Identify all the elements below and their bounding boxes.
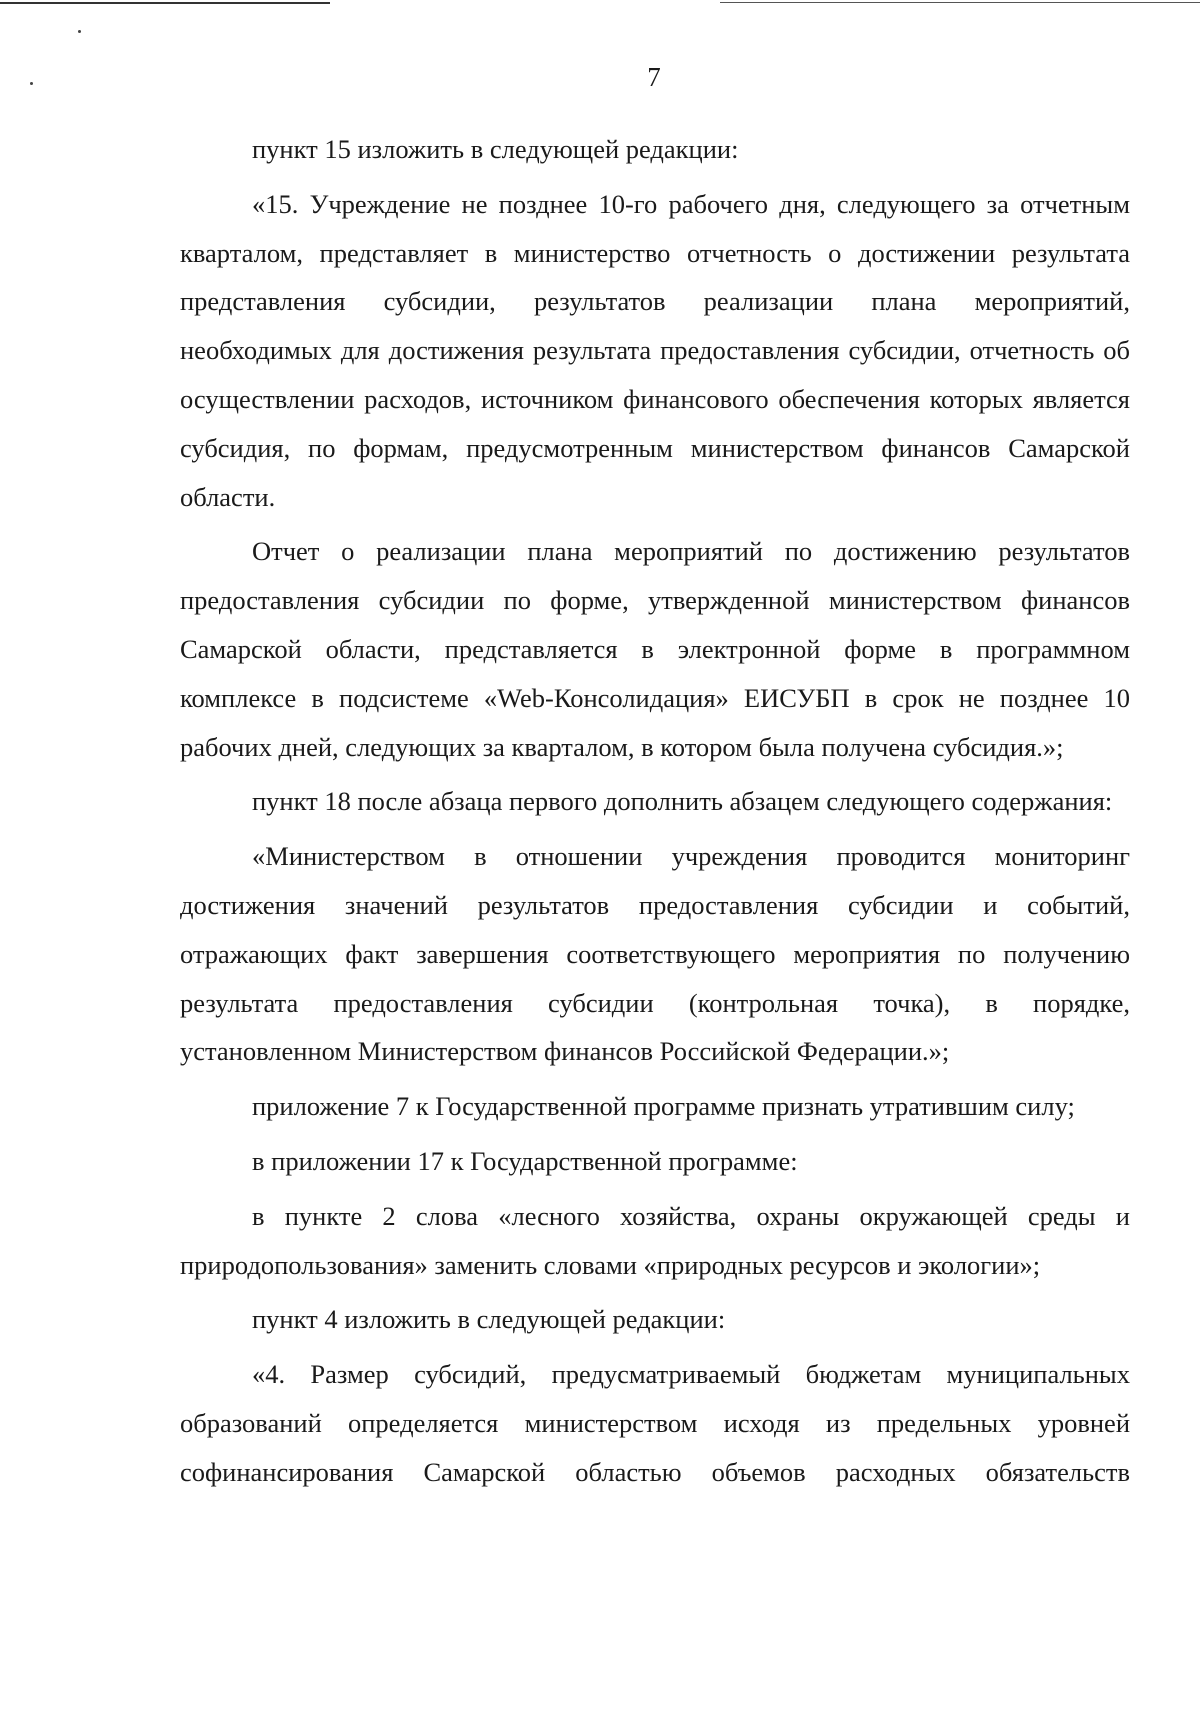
paragraph-p4-text: «4. Размер субсидий, предусматриваемый бюджетам муниципальных образований определяется министерством исходя из предельных уровней софинансирования Самарской областью объемов расходных обязательств — [180, 1359, 1130, 1487]
paragraph-intro-p15: пункт 15 изложить в следующей редакции: — [252, 134, 739, 164]
paragraph-p2-words: в пункте 2 слова «лесного хозяйства, охраны окружающей среды и природопользования» заменить словами «природных ресурсов и экологии»; — [180, 1200, 1130, 1280]
scan-top-border — [0, 2, 330, 4]
scan-speck — [78, 30, 81, 33]
paragraph-appendix-17: в приложении 17 к Государственной программе: — [252, 1145, 798, 1176]
paragraph-appendix-7: приложение 7 к Государственной программе признать утратившим силу; — [252, 1091, 1075, 1122]
page-number: 7 — [647, 62, 661, 92]
document-body — [180, 125, 1130, 1497]
paragraph-p15-text: «15. Учреждение не позднее 10-го рабочего дня, следующего за отчетным кварталом, представляет в министерство отчетность о достижении результата представления субсидии, результатов реализации плана мероприятий, необходимых для достижения результата предоставления субсидии, отчетность об осуществлении расходов, источником финансового обеспечения которых является субсидия, по формам, предусмотренным министерством финансов Самарской области. — [180, 188, 1130, 512]
paragraph-monitoring: «Министерством в отношении учреждения проводится мониторинг достижения значений результатов предоставления субсидии и событий, отражающих факт завершения соответствующего мероприятия по получению результата предоставления субсидии (контрольная точка), в порядке, установленном Министерством финансов Российской Федерации.»; — [180, 841, 1130, 1067]
scan-top-border-right — [720, 2, 1200, 3]
paragraph-intro-p4: пункт 4 изложить в следующей редакции: — [252, 1304, 726, 1335]
paragraph-intro-p18: пункт 18 после абзаца первого дополнить абзацем следующего содержания: — [252, 786, 1113, 817]
paragraph-report-plan: Отчет о реализации плана мероприятий по достижению результатов предоставления субсидии по форме, утвержденной министерством финансов Самарской области, представляется в электронной форме в программном комплексе в подсистеме «Web-Консолидация» ЕИСУБП в срок не позднее 10 рабочих дней, следующих за кварталом, в котором была получена субсидия.»; — [180, 536, 1130, 762]
